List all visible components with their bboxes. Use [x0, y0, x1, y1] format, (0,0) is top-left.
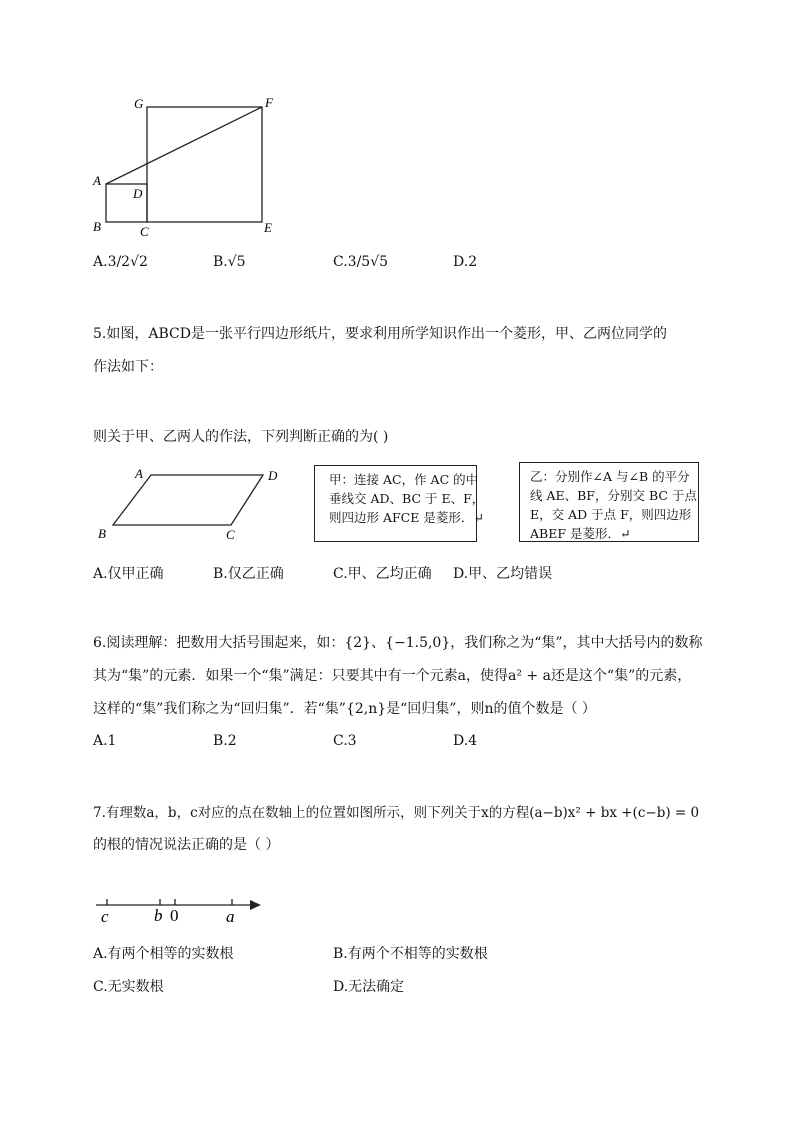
- box-yi-line: 线 AE、BF，分别交 BC 于点: [530, 488, 697, 503]
- q4-option-b[interactable]: [213, 254, 246, 270]
- geometry-figure-squares: [88, 92, 288, 242]
- q5-stem-line2: 作法如下：: [93, 359, 163, 375]
- parallelogram-label-b: B: [98, 526, 106, 541]
- label-c: C: [140, 224, 149, 239]
- line-af: [106, 107, 262, 184]
- q4-option-c[interactable]: [333, 254, 388, 270]
- axis-label-b: b: [154, 906, 163, 925]
- q7-option-a[interactable]: A.有两个相等的实数根: [93, 946, 234, 962]
- q7-option-b[interactable]: B.有两个不相等的实数根: [333, 946, 488, 962]
- box-jia-line: 则四边形 AFCE 是菱形．↵: [329, 510, 484, 525]
- parallelogram-abcd: [113, 475, 263, 525]
- q7-option-c[interactable]: C.无实数根: [93, 979, 164, 995]
- axis-label-zero: 0: [170, 906, 179, 925]
- q4-option-a-letter: A.: [93, 254, 108, 270]
- q6-line2: 其为“集”的元素．如果一个“集”满足：只要其中有一个元素a，使得a² + a还是这个“集”的元素，: [93, 668, 692, 684]
- box-yi-line: E，交 AD 于点 F，则四边形: [530, 507, 692, 522]
- parallelogram-label-c: C: [226, 527, 235, 542]
- q7-option-d[interactable]: D.无法确定: [333, 979, 405, 995]
- q6-option-a[interactable]: A.1: [93, 733, 117, 749]
- box-yi-line: 乙：分别作∠A 与∠B 的平分: [530, 469, 690, 484]
- box-jia-line: 甲：连接 AC，作 AC 的中: [329, 472, 479, 487]
- box-jia-method: [314, 465, 485, 542]
- q7-line2: 的根的情况说法正确的是（ ）: [93, 837, 280, 853]
- q6-option-d[interactable]: D.4: [453, 733, 478, 749]
- q6-option-b[interactable]: B.2: [213, 733, 237, 749]
- q5-option-b[interactable]: B.仅乙正确: [213, 566, 284, 582]
- q4-option-b-letter: B.: [213, 254, 228, 270]
- label-d: D: [133, 186, 143, 201]
- q4-option-c-value: 3/5√5: [347, 254, 389, 270]
- box-jia-line: 垂线交 AD、BC 于 E、F，: [329, 491, 485, 506]
- parallelogram-figure: [93, 462, 293, 544]
- box-yi-line: ABEF 是菱形．↵: [530, 526, 631, 541]
- axis-label-c: c: [101, 907, 109, 926]
- q4-option-a-value: 3/2√2: [107, 254, 148, 270]
- q4-option-d[interactable]: [453, 254, 477, 270]
- q5-option-c[interactable]: C.甲、乙均正确: [333, 566, 432, 582]
- q6-line1: 6.阅读理解：把数用大括号围起来，如：{2}、{−1.5,0}，我们称之为“集”，其中大括号内的数称: [93, 635, 703, 651]
- q5-stem-line1: 5.如图，ABCD是一张平行四边形纸片，要求利用所学知识作出一个菱形，甲、乙两位同学的: [93, 326, 667, 342]
- q4-option-d-letter: D.: [453, 254, 469, 270]
- number-line-figure: [93, 890, 268, 926]
- label-a: A: [93, 173, 101, 188]
- q4-option-b-value: √5: [227, 254, 246, 270]
- q7-line1: 7.有理数a，b，c对应的点在数轴上的位置如图所示，则下列关于x的方程(a−b)x² + bx +(c−b) = 0: [93, 805, 700, 821]
- number-line-arrow: [250, 900, 261, 910]
- q5-option-d[interactable]: D.甲、乙均错误: [453, 566, 553, 582]
- q4-option-a[interactable]: [93, 254, 148, 270]
- q5-option-a[interactable]: A.仅甲正确: [93, 566, 164, 582]
- label-f: F: [265, 95, 273, 110]
- q6-line3: 这样的“集”我们称之为“回归集”．若“集”{2,n}是“回归集”，则n的值个数是（ ）: [93, 701, 596, 717]
- label-b: B: [93, 219, 101, 234]
- q4-option-c-letter: C.: [333, 254, 348, 270]
- box-yi-method: [519, 462, 699, 542]
- q5-question: 则关于甲、乙两人的作法，下列判断正确的为( ): [93, 429, 389, 445]
- parallelogram-label-d: D: [268, 468, 278, 483]
- axis-label-a: a: [226, 907, 235, 926]
- parallelogram-label-a: A: [135, 466, 143, 481]
- q6-option-c[interactable]: C.3: [333, 733, 357, 749]
- q4-option-d-value: 2: [468, 254, 478, 270]
- label-g: G: [134, 96, 144, 111]
- large-square: [147, 107, 262, 222]
- label-e: E: [264, 220, 272, 235]
